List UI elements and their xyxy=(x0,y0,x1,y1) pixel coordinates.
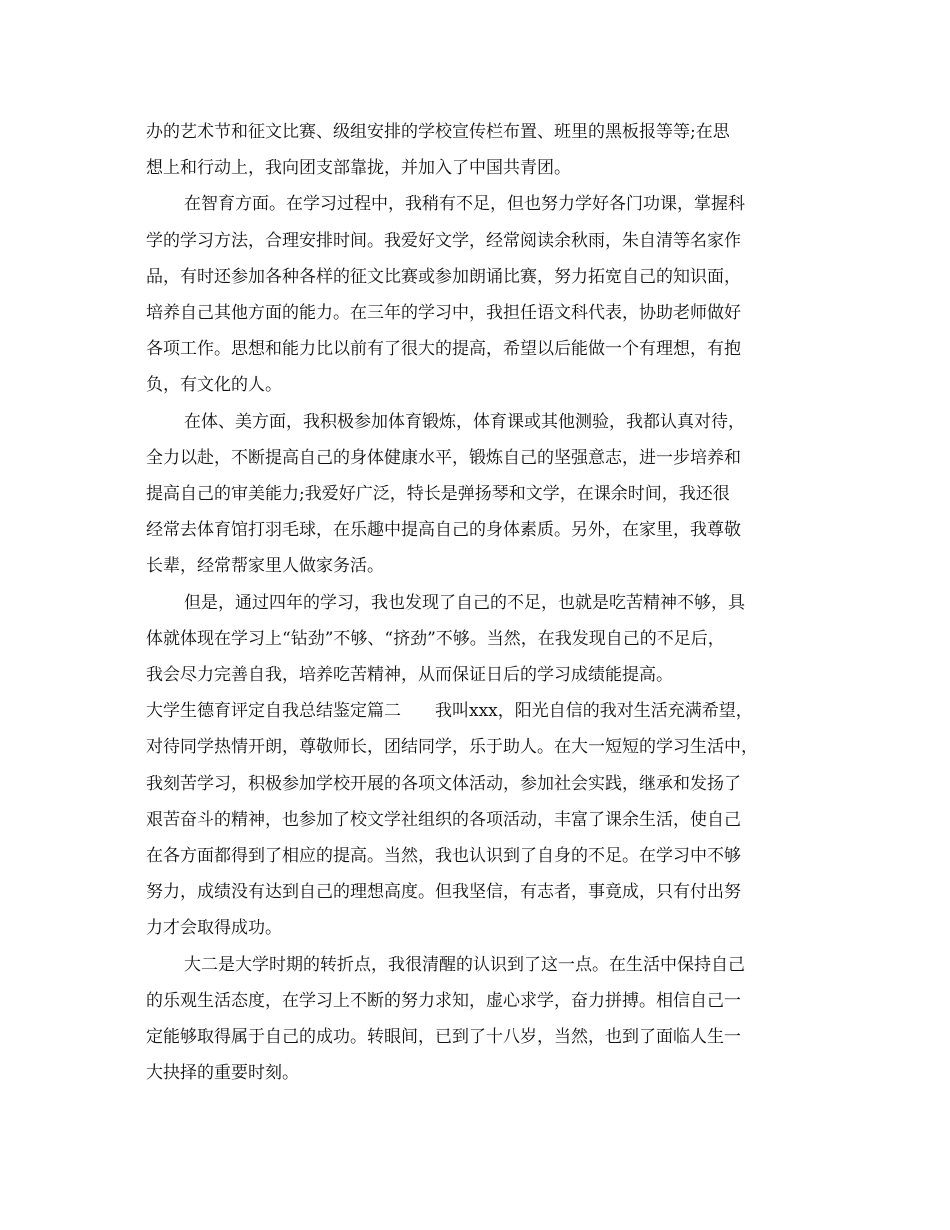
paragraph-line: 提高自己的审美能力;我爱好广泛，特长是弹扬琴和文学，在课余时间，我还很 xyxy=(146,484,730,505)
paragraph-3 xyxy=(146,404,806,585)
paragraph-1 xyxy=(146,114,806,186)
paragraph-line: 在体、美方面，我积极参加体育锻炼，体育课或其他测验，我都认真对待， xyxy=(184,411,745,432)
paragraph-line: 体就体现在学习上“钻劲”不够、“挤劲”不够。当然，在我发现自己的不足后， xyxy=(146,628,725,649)
paragraph-line: 艰苦奋斗的精神，也参加了校文学社组织的各项活动，丰富了课余生活，使自己 xyxy=(146,809,741,830)
paragraph-5 xyxy=(146,693,806,946)
paragraph-line: 对待同学热情开朗，尊敬师长，团结同学，乐于助人。在大一短短的学习生活中， xyxy=(146,737,758,758)
paragraph-line: 大抉择的重要时刻。 xyxy=(146,1063,299,1084)
paragraph-line: 经常去体育馆打羽毛球，在乐趣中提高自己的身体素质。另外，在家里，我尊敬 xyxy=(146,520,741,541)
paragraph-line: 我会尽力完善自我，培养吃苦精神，从而保证日后的学习成绩能提高。 xyxy=(146,665,673,686)
paragraph-line: 的乐观生活态度，在学习上不断的努力求知，虚心求学，奋力拼搏。相信自己一 xyxy=(146,990,741,1011)
paragraph-4 xyxy=(146,585,806,694)
paragraph-line: 品，有时还参加各种各样的征文比赛或参加朗诵比赛，努力拓宽自己的知识面， xyxy=(146,266,741,287)
paragraph-2 xyxy=(146,186,806,403)
paragraph-line: 负，有文化的人。 xyxy=(146,375,282,396)
document-body xyxy=(146,114,806,1091)
paragraph-line: 定能够取得属于自己的成功。转眼间，已到了十八岁，当然，也到了面临人生一 xyxy=(146,1027,741,1048)
paragraph-line: 大二是大学时期的转折点，我很清醒的认识到了这一点。在生活中保持自己 xyxy=(184,954,745,975)
paragraph-line: 学的学习方法，合理安排时间。我爱好文学，经常阅读余秋雨，朱自清等名家作 xyxy=(146,230,741,251)
paragraph-line: 办的艺术节和征文比赛、级组安排的学校宣传栏布置、班里的黑板报等等;在思 xyxy=(146,122,730,142)
paragraph-line: 各项工作。思想和能力比以前有了很大的提高，希望以后能做一个有理想，有抱 xyxy=(146,339,741,360)
paragraph-line: 但是，通过四年的学习，我也发现了自己的不足，也就是吃苦精神不够，具 xyxy=(184,592,745,613)
paragraph-line: 长辈，经常帮家里人做家务活。 xyxy=(146,556,384,577)
paragraph-line: 培养自己其他方面的能力。在三年的学习中，我担任语文科代表，协助老师做好 xyxy=(146,303,741,324)
section-heading: 大学生德育评定自我总结鉴定篇二 xyxy=(146,701,401,722)
paragraph-line: 想上和行动上，我向团支部靠拢，并加入了中国共青团。 xyxy=(146,158,571,179)
heading-line xyxy=(146,693,806,729)
paragraph-6 xyxy=(146,947,806,1092)
paragraph-first-line: 我叫xxx，阳光自信的我对生活充满希望， xyxy=(435,701,753,722)
paragraph-line: 努力，成绩没有达到自己的理想高度。但我坚信，有志者，事竟成，只有付出努 xyxy=(146,882,741,903)
paragraph-line: 我刻苦学习，积极参加学校开展的各项文体活动，参加社会实践，继承和发扬了 xyxy=(146,773,741,794)
paragraph-line: 力才会取得成功。 xyxy=(146,918,282,939)
paragraph-line: 全力以赴，不断提高自己的身体健康水平，锻炼自己的坚强意志，进一步培养和 xyxy=(146,447,741,468)
paragraph-line: 在智育方面。在学习过程中，我稍有不足，但也努力学好各门功课，掌握科 xyxy=(184,194,745,215)
paragraph-line: 在各方面都得到了相应的提高。当然，我也认识到了自身的不足。在学习中不够 xyxy=(146,846,741,867)
